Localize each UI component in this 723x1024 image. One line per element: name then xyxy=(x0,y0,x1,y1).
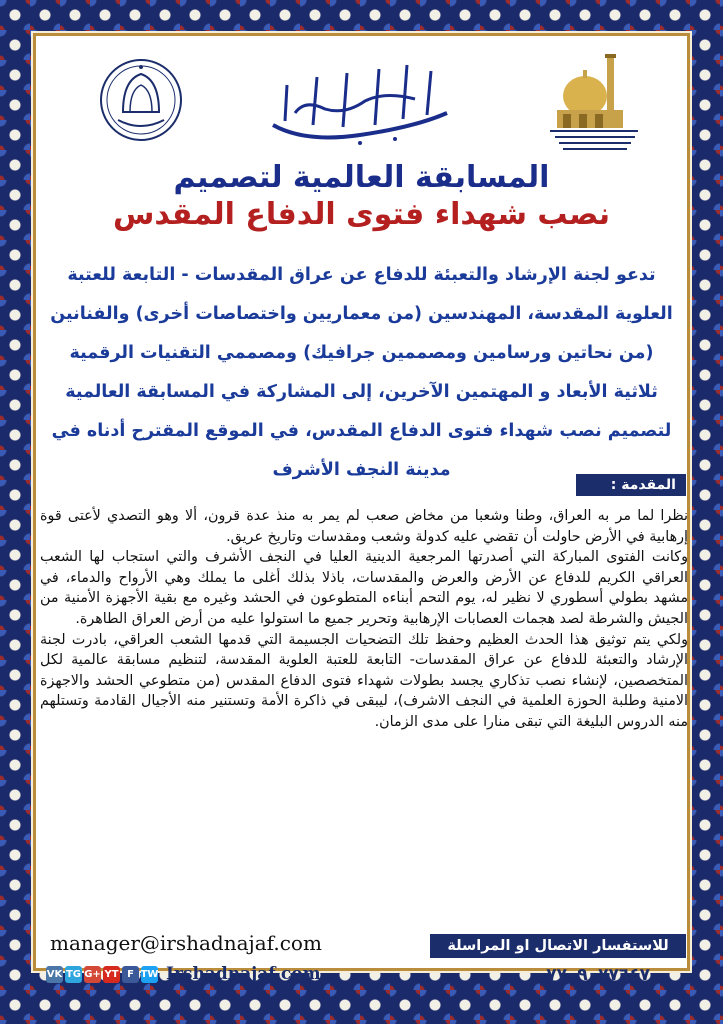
bismillah-calligraphy xyxy=(265,55,455,150)
social-bar xyxy=(46,962,321,986)
body-text xyxy=(40,506,688,733)
body-paragraph-3: ولكي يتم توثيق هذا الحدث العظيم وحفظ تلك التضحيات الجسيمة التي قدمها الشعب العراقي، بادرت لجنة الإرشاد والتعبئة للدفاع عن عراق المقدسات- التابعة للعتبة العلوية المقدسة، لتنظيم مسابقة عالمية لكل المتخصصين، لإنشاء نصب تذكاري يجسد بطولات شهداء فتوى الدفاع المقدس (من متطوعي الحشد والاجهزة الامنية وطلبة الحوزة العلمية في النجف الاشرف)، ليبقى في ذاكرة الأمة وتستنير منه الأجيال القادمة وتستلهم منه الدروس البليغة التي تبقى منارا على مدى الزمان. xyxy=(40,631,688,730)
title-line-2: نصب شهداء فتوى الدفاع المقدس xyxy=(112,197,611,232)
phone-number[interactable]: ٠٧٧٠٩٠٧٧٦٤٧ xyxy=(535,965,651,985)
facebook-icon[interactable]: F xyxy=(122,966,139,983)
telegram-icon[interactable]: TG xyxy=(65,966,82,983)
title-line-1: المسابقة العالمية لتصميم xyxy=(173,160,550,195)
contact-label: للاستفسار الاتصال او المراسلة xyxy=(430,934,686,958)
holy-shrine-logo xyxy=(545,48,645,160)
intro-paragraph: تدعو لجنة الإرشاد والتعبئة للدفاع عن عراق المقدسات - التابعة للعتبة العلوية المقدسة، المهندسين (من معماريين واختصاصات أخرى) والفنانين (من نحاتين ورسامين ومصممين جرافيك) ومصممي التقنيات الرقمية ثلاثية الأبعاد و المهتمين الآخرين، إلى المشاركة في المسابقة العالمية لتصميم نصب شهداء فتوى الدفاع المقدس، في الموقع المقترح أدناه في مدينة النجف الأشرف xyxy=(50,265,673,480)
website-link[interactable]: Irshadnajaf.com xyxy=(166,964,321,984)
youtube-icon[interactable]: YT xyxy=(103,966,120,983)
body-paragraph-2: وكانت الفتوى المباركة التي أصدرتها المرجعية الدينية العليا في النجف الأشرف والتي استجاب لها الشعب العراقي الكريم للدفاع عن الأرض والعرض والمقدسات، باذلا بذلك أغلى ما يملك وهي الأرواح والدماء، في مشهد بطولي أسطوري لا نظير له، يوم التحم أبناءه المتطوعون في الحشد وغيره مع بقية الأجهزة الأمنية من الجيش والشرطة لصد هجمات العصابات الإرهابية وتحرير جميع ما استولوا عليه من أرض العراق الطاهرة. xyxy=(40,549,688,627)
imam-ali-seal-logo xyxy=(98,52,184,148)
google-plus-icon[interactable]: G+ xyxy=(84,966,101,983)
section-heading-introduction: المقدمة : xyxy=(576,474,686,496)
twitter-icon[interactable]: TW xyxy=(141,966,158,983)
contact-email[interactable]: manager@irshadnajaf.com xyxy=(50,931,322,955)
body-paragraph-1: نظرا لما مر به العراق، وطنا وشعبا من مخاض صعب لم يمر به منذ عدة قرون، ألا وهو التصدي لأعتى قوة إرهابية في الأرض حاولت أن تقضي عليه كدولة وشعب ومقدسات وتاريخ عريق. xyxy=(40,508,688,545)
vk-icon[interactable]: VK xyxy=(46,966,63,983)
